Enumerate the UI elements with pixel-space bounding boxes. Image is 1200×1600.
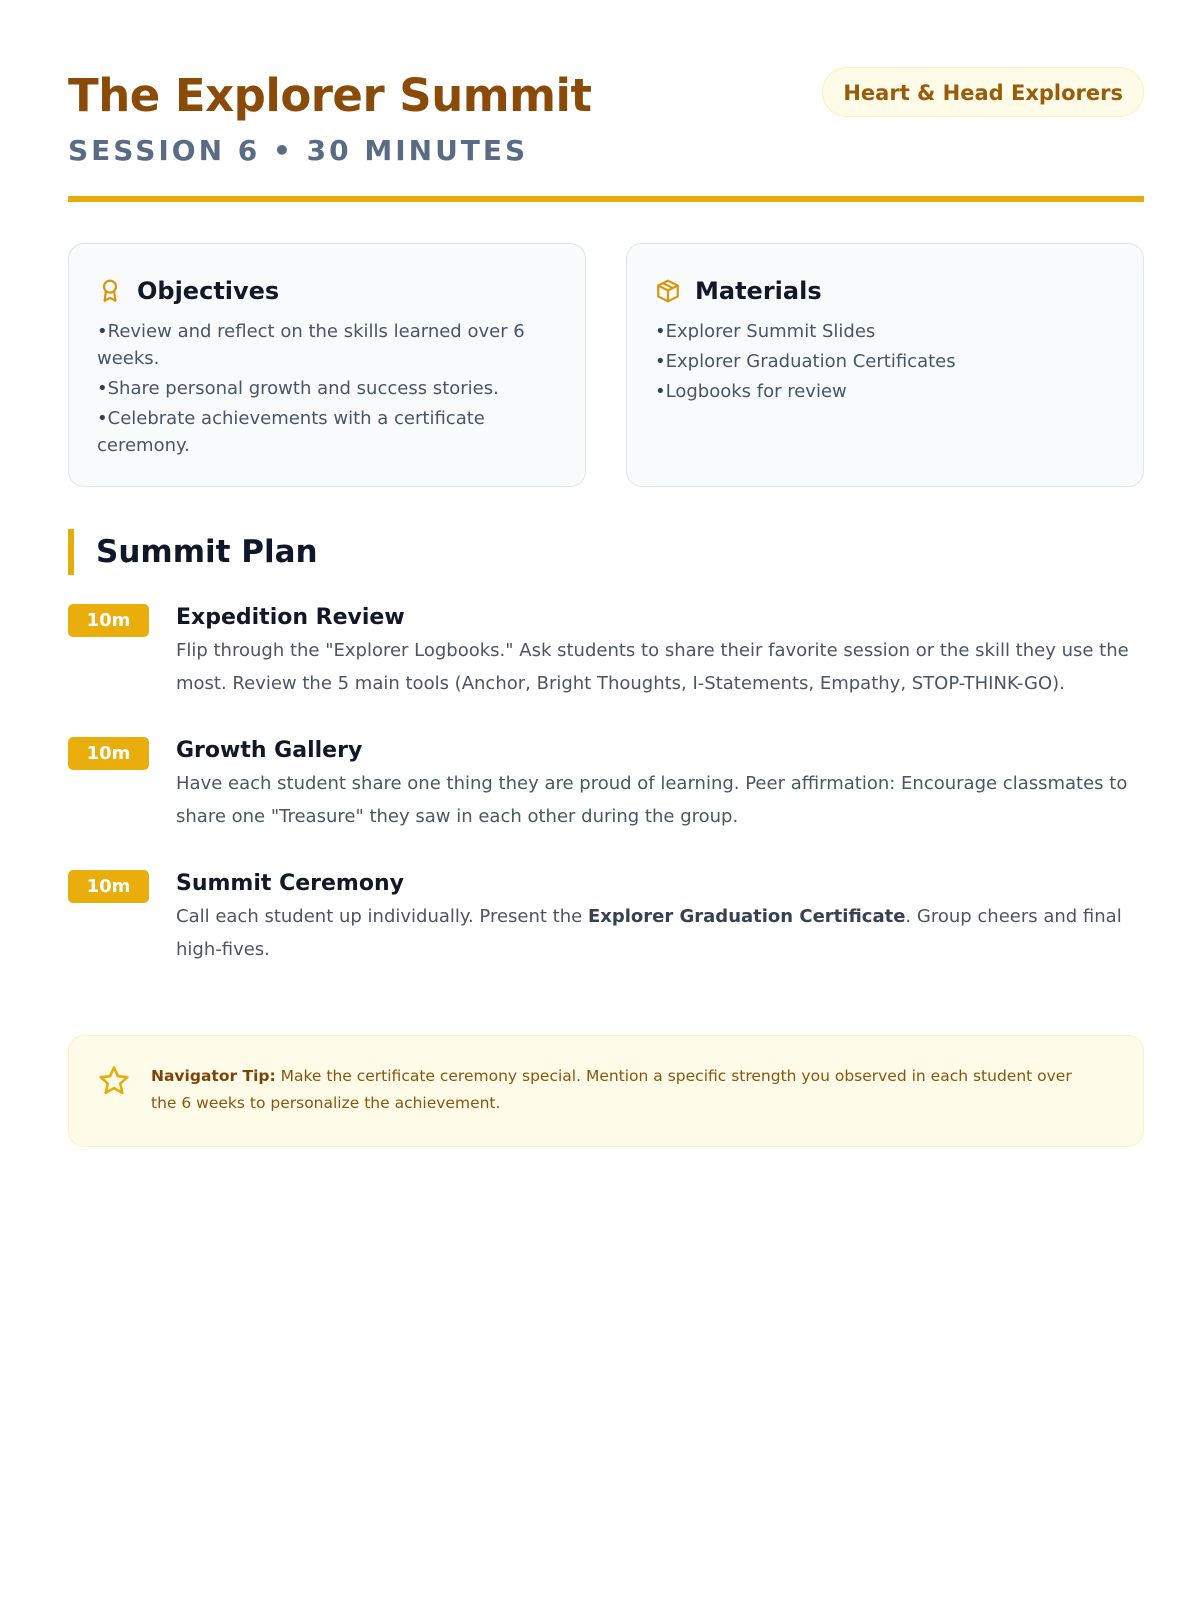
objectives-label: Objectives bbox=[137, 277, 280, 305]
description-text: Call each student up individually. Present the bbox=[176, 906, 588, 927]
plan-item-description bbox=[176, 900, 1144, 966]
list-item: • Review and reflect on the skills learned over 6 weeks. bbox=[97, 318, 559, 372]
plan-item-title: Summit Ceremony bbox=[176, 871, 404, 896]
objectives-heading bbox=[97, 274, 559, 308]
list-item: • Logbooks for review bbox=[655, 378, 1117, 405]
star-icon bbox=[97, 1064, 131, 1098]
plan-item-body bbox=[176, 868, 1144, 966]
navigator-tip bbox=[68, 1035, 1144, 1147]
tip-label: Navigator Tip: bbox=[151, 1067, 276, 1085]
plan-item-title: Growth Gallery bbox=[176, 738, 363, 763]
duration-badge: 10m bbox=[68, 737, 149, 770]
info-cards bbox=[68, 243, 1144, 487]
award-ribbon-icon bbox=[97, 278, 123, 304]
program-badge: Heart & Head Explorers bbox=[822, 67, 1144, 117]
objectives-list bbox=[97, 318, 559, 459]
plan-item-body bbox=[176, 735, 1144, 833]
package-box-icon bbox=[655, 278, 681, 304]
header-divider bbox=[68, 196, 1144, 202]
lesson-page bbox=[68, 0, 1144, 1112]
page-header bbox=[68, 0, 1144, 202]
session-subtitle: SESSION 6 • 30 MINUTES bbox=[68, 134, 529, 167]
list-item: • Explorer Graduation Certificates bbox=[655, 348, 1117, 375]
list-item: • Share personal growth and success stories. bbox=[97, 375, 559, 402]
plan-item-body bbox=[176, 602, 1144, 700]
plan-item-description: Flip through the "Explorer Logbooks." Ask students to share their favorite session or the skill they use the most. Review the 5 main tools (Anchor, Bright Thoughts, I-Statements, Empathy, STOP-THINK-GO). bbox=[176, 640, 1129, 694]
materials-list bbox=[655, 318, 1117, 405]
list-item: • Explorer Summit Slides bbox=[655, 318, 1117, 345]
objectives-card bbox=[68, 243, 586, 487]
certificate-emphasis: Explorer Graduation Certificate bbox=[587, 906, 906, 927]
duration-badge: 10m bbox=[68, 604, 149, 637]
page-title: The Explorer Summit bbox=[68, 69, 592, 122]
section-title: Summit Plan bbox=[68, 529, 318, 575]
list-item: • Celebrate achievements with a certificate ceremony. bbox=[97, 405, 559, 459]
plan-item-description: Have each student share one thing they are proud of learning. Peer affirmation: Encourage classmates to share one "Treasure" they saw in each other during the group. bbox=[176, 773, 1128, 827]
materials-heading bbox=[655, 274, 1117, 308]
duration-badge: 10m bbox=[68, 870, 149, 903]
plan-item-title: Expedition Review bbox=[176, 605, 405, 630]
materials-card bbox=[626, 243, 1144, 487]
tip-body: Make the certificate ceremony special. Mention a specific strength you observed in each student over the 6 weeks to personalize the achievement. bbox=[151, 1067, 1072, 1112]
materials-label: Materials bbox=[695, 277, 822, 305]
description-text: . Group cheers and final high-fives. bbox=[176, 906, 1122, 960]
tip-text bbox=[151, 1063, 1091, 1117]
